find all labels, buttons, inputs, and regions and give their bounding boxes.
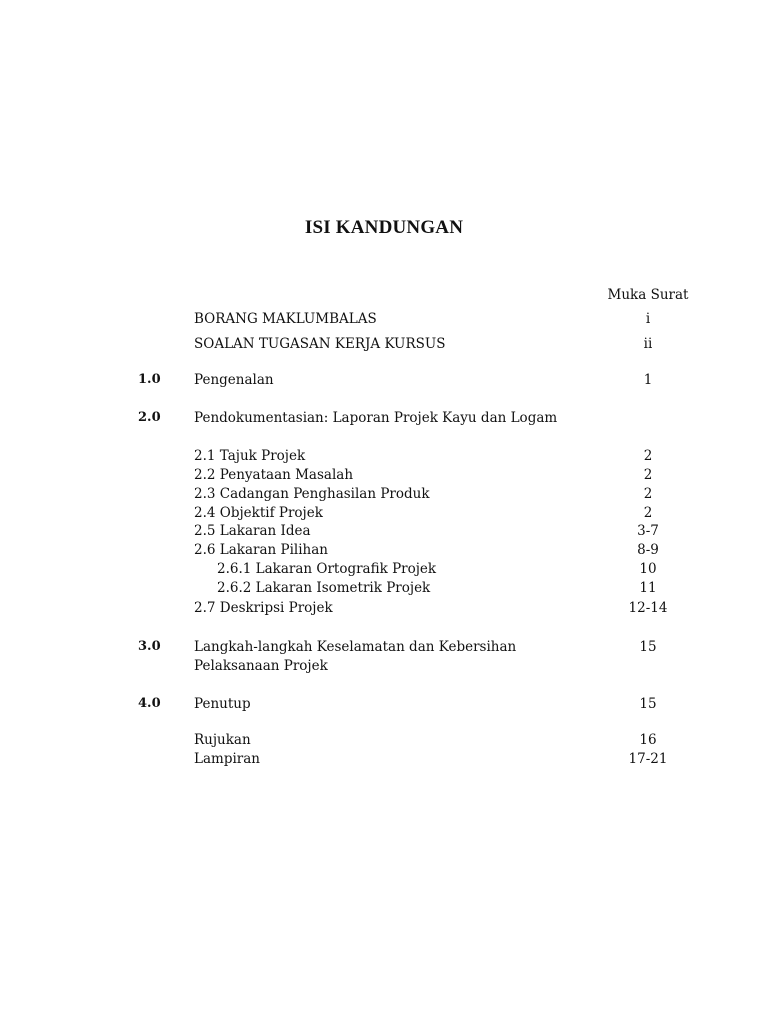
toc-label: Langkah-langkah Keselamatan dan Kebersihan xyxy=(194,639,517,655)
page-title: ISI KANDUNGAN xyxy=(304,217,464,238)
toc-label: Pendokumentasian: Laporan Projek Kayu dan Logam xyxy=(194,410,558,426)
toc-label: 2.3 Cadangan Penghasilan Produk xyxy=(194,486,430,502)
toc-number: 3.0 xyxy=(138,639,161,654)
toc-entry xyxy=(0,522,768,540)
toc-label: Pengenalan xyxy=(194,372,274,388)
toc-label: SOALAN TUGASAN KERJA KURSUS xyxy=(194,336,446,352)
toc-page: 16 xyxy=(639,732,657,748)
toc-number: 2.0 xyxy=(138,410,161,425)
toc-label: 2.6 Lakaran Pilihan xyxy=(194,542,328,558)
toc-label: 2.4 Objektif Projek xyxy=(194,505,323,521)
toc-page: 17-21 xyxy=(628,751,668,767)
toc-label: 2.2 Penyataan Masalah xyxy=(194,467,354,483)
toc-page: 2 xyxy=(643,467,653,483)
toc-entry xyxy=(0,579,768,597)
toc-entry xyxy=(0,447,768,465)
toc-entry xyxy=(0,466,768,484)
toc-page: 2 xyxy=(643,486,653,502)
toc-page: 15 xyxy=(639,639,657,655)
toc-label: 2.6.2 Lakaran Isometrik Projek xyxy=(217,580,431,596)
toc-label: 2.5 Lakaran Idea xyxy=(194,523,311,539)
toc-entry xyxy=(0,638,768,656)
toc-entry xyxy=(0,657,768,675)
toc-page: i xyxy=(645,311,651,327)
toc-page: 15 xyxy=(639,696,657,712)
toc-label: Rujukan xyxy=(194,732,251,748)
toc-label: BORANG MAKLUMBALAS xyxy=(194,311,377,327)
toc-label: 2.1 Tajuk Projek xyxy=(194,448,306,464)
toc-page: ii xyxy=(643,336,653,352)
toc-label: 2.6.1 Lakaran Ortografik Projek xyxy=(217,561,437,577)
toc-page: 2 xyxy=(643,448,653,464)
toc-entry xyxy=(0,485,768,503)
toc-entry xyxy=(0,371,768,389)
toc-entry xyxy=(0,560,768,578)
toc-page: 2 xyxy=(643,505,653,521)
toc-number: 4.0 xyxy=(138,696,161,711)
toc-entry xyxy=(0,310,768,328)
toc-page: 11 xyxy=(639,580,657,596)
toc-entry xyxy=(0,750,768,768)
toc-page: 1 xyxy=(643,372,653,388)
toc-entry xyxy=(0,504,768,522)
toc-entry xyxy=(0,695,768,713)
toc-entry xyxy=(0,335,768,353)
toc-entry xyxy=(0,599,768,617)
toc-label: Penutup xyxy=(194,696,251,712)
toc-entry xyxy=(0,541,768,559)
toc-page: 8-9 xyxy=(637,542,659,558)
page-number-header: Muka Surat xyxy=(607,287,689,303)
toc-number: 1.0 xyxy=(138,372,161,387)
toc-page: 12-14 xyxy=(628,600,668,616)
toc-entry xyxy=(0,731,768,749)
toc-label: Lampiran xyxy=(194,751,260,767)
toc-page: 10 xyxy=(639,561,657,577)
toc-entry xyxy=(0,409,768,427)
toc-label: Pelaksanaan Projek xyxy=(194,658,328,674)
toc-label: 2.7 Deskripsi Projek xyxy=(194,600,333,616)
toc-page: 3-7 xyxy=(637,523,659,539)
